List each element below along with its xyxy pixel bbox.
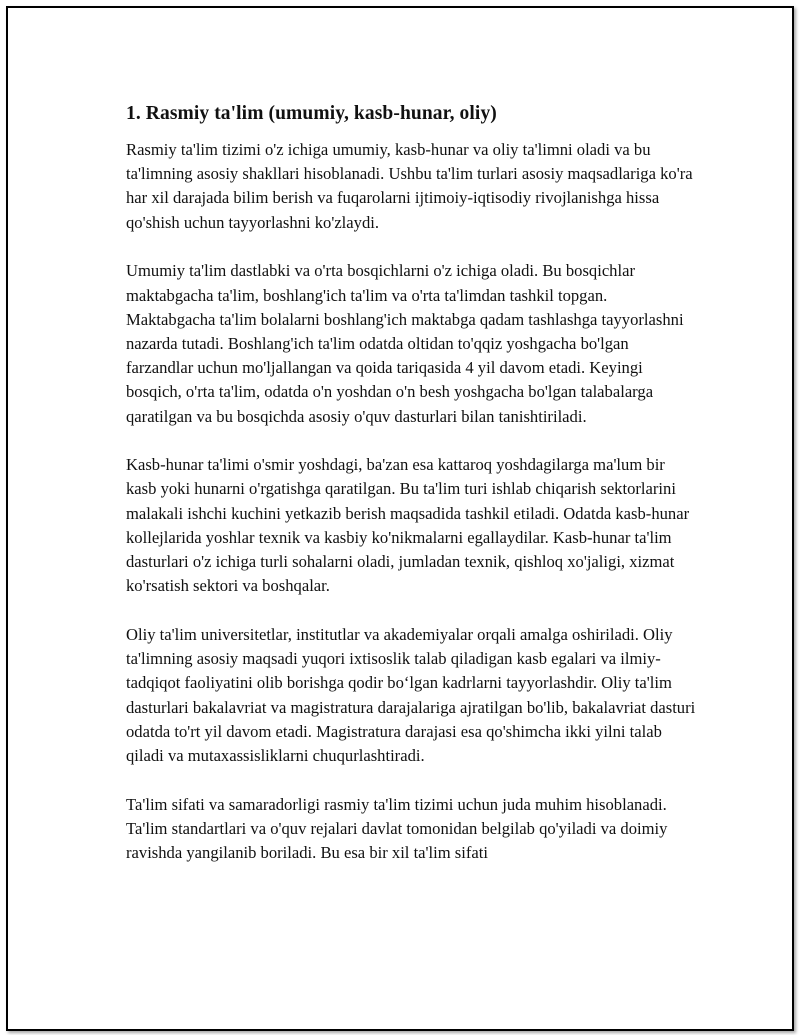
document-page — [6, 6, 794, 1031]
paragraph-formal-education: Rasmiy ta'lim tizimi o'z ichiga umumiy, kasb-hunar va oliy ta'limni oladi va bu ta'limning asosiy shakllari hisoblanadi. Ushbu ta'lim turlari asosiy maqsadlariga ko'ra har xil darajada bilim berish va fuqarolarni ijtimoiy-iqtisodiy rivojlanishga hissa qo'shish uchun tayyorlashni ko'zlaydi. — [126, 140, 693, 232]
document-content — [126, 102, 696, 890]
section-heading: 1. Rasmiy ta'lim (umumiy, kasb-hunar, oliy) — [126, 103, 497, 124]
paragraph-general-education: Umumiy ta'lim dastlabki va o'rta bosqichlarni o'z ichiga oladi. Bu bosqichlar maktabgacha ta'lim, boshlang'ich ta'lim va o'rta ta'limdan tashkil topgan. Maktabgacha ta'lim bolalarni boshlang'ich maktabga qadam tashlashga tayyorlashni nazarda tutadi. Boshlang'ich ta'lim odatda oltidan to'qqiz yoshgacha bo'lgan farzandlar uchun mo'ljallangan va qoida tariqasida 4 yil davom etadi. Keyingi bosqich, o'rta ta'lim, odatda o'n yoshdan o'n besh yoshgacha bo'lgan talabalarga qaratilgan va bu bosqichda asosiy o'quv dasturlari bilan tanishtiriladi. — [126, 261, 684, 426]
paragraph-higher-education: Oliy ta'lim universitetlar, institutlar va akademiyalar orqali amalga oshiriladi. Oliy ta'limning asosiy maqsadi yuqori ixtisoslik talab qiladigan kasb egalari va ilmiy-tadqiqot faoliyatini olib borishga qodir bo‘lgan kadrlarni tayyorlashdir. Oliy ta'lim dasturlari bakalavriat va magistratura darajalariga ajratilgan bo'lib, bakalavriat dasturi odatda to'rt yil davom etadi. Magistratura darajasi esa qo'shimcha ikki yilni talab qiladi va mutaxassisliklarni chuqurlashtiradi. — [126, 624, 696, 765]
paragraph-education-quality: Ta'lim sifati va samaradorligi rasmiy ta'lim tizimi uchun juda muhim hisoblanadi. Ta'lim standartlari va o'quv rejalari davlat tomonidan belgilab qo'yiladi va doimiy ravishda yangilanib boriladi. Bu esa bir xil ta'lim sifati — [126, 794, 668, 863]
paragraph-vocational-education: Kasb-hunar ta'limi o'smir yoshdagi, ba'zan esa kattaroq yoshdagilarga ma'lum bir kasb yoki hunarni o'rgatishga qaratilgan. Bu ta'lim turi ishlab chiqarish sektorlarini malakali ishchi kuchini yetkazib berish maqsadida tashkil etiladi. Odatda kasb-hunar kollejlarida yoshlar texnik va kasbiy ko'nikmalarni egallaydilar. Kasb-hunar ta'lim dasturlari o'z ichiga turli sohalarni oladi, jumladan texnik, qishloq xo'jaligi, xizmat ko'rsatish sektori va boshqalar. — [126, 455, 690, 596]
